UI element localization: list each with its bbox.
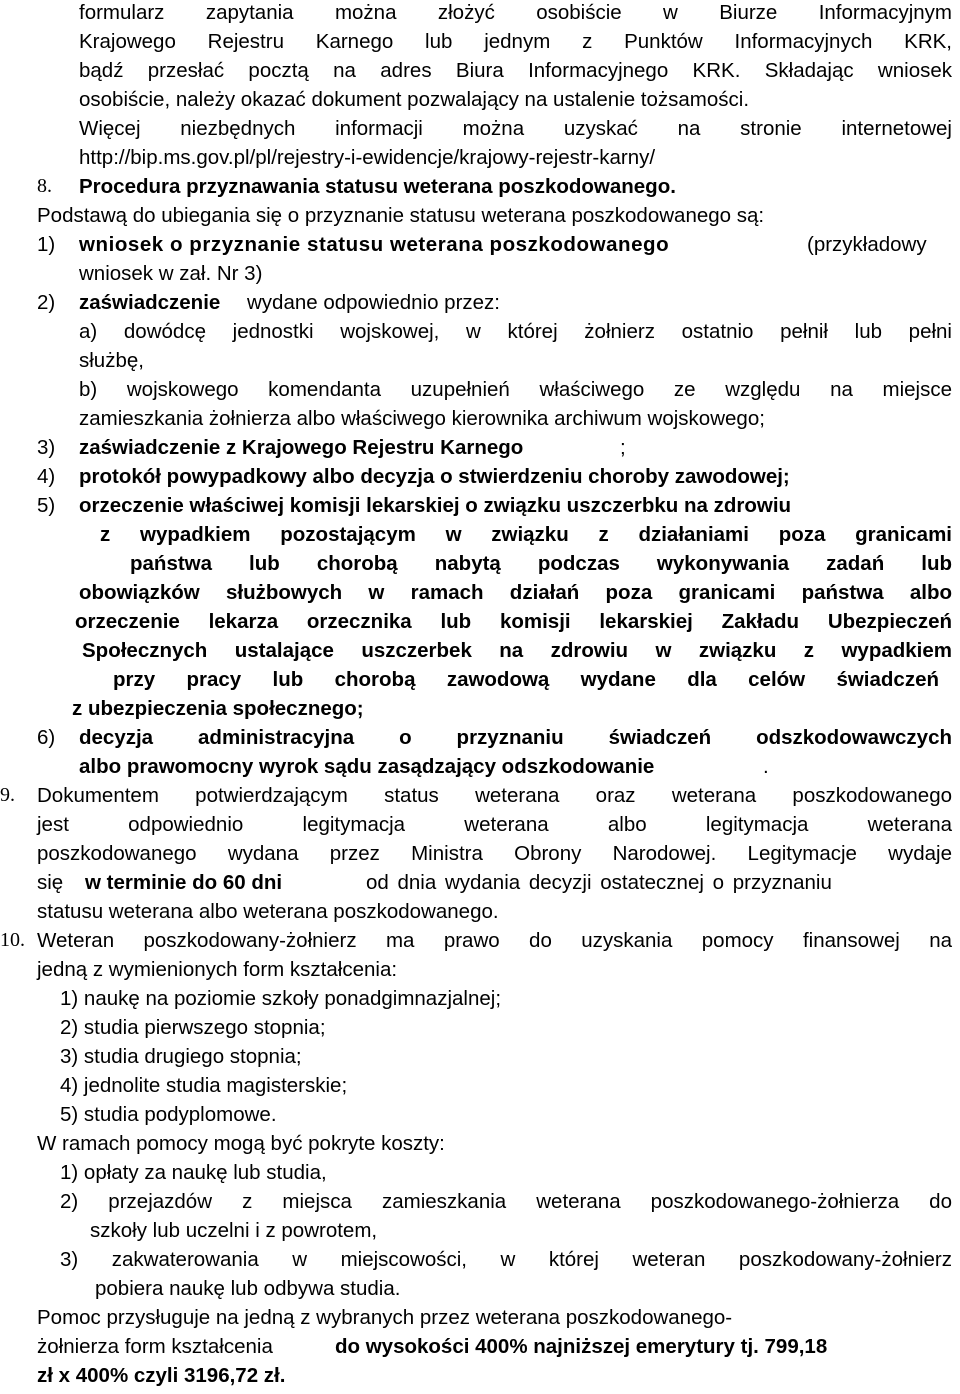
- text-line: W ramach pomocy mogą być pokryte koszty:: [37, 1132, 445, 1155]
- text-line: ;: [620, 436, 626, 459]
- text-line: osobiście, należy okazać dokument pozwalający na ustalenie tożsamości.: [79, 88, 750, 111]
- text-line: służbę,: [79, 349, 144, 372]
- list-item: 5) studia podyplomowe.: [60, 1103, 277, 1126]
- list-number: 3): [37, 436, 56, 459]
- list-item: 4) jednolite studia magisterskie;: [60, 1074, 348, 1097]
- list-item: 1) naukę na poziomie szkoły ponadgimnazjalnej;: [60, 987, 502, 1010]
- list-number: 4): [37, 465, 56, 488]
- list-item: pobiera naukę lub odbywa studia.: [95, 1277, 401, 1300]
- list-item: 2) przejazdów z miejsca zamieszkania weterana poszkodowanego-żołnierza do: [60, 1190, 952, 1213]
- text-line: jest odpowiednio legitymacja weterana albo legitymacja weterana: [37, 813, 952, 836]
- text-line: Krajowego Rejestru Karnego lub jednym z Punktów Informacyjnych KRK,: [79, 30, 952, 53]
- text-line: b) wojskowego komendanta uzupełnień właściwego ze względu na miejsce: [79, 378, 952, 401]
- list-item-bold: zaświadczenie z Krajowego Rejestru Karnego: [79, 436, 524, 459]
- text-line: się: [37, 871, 64, 894]
- list-item-bold: z wypadkiem pozostającym w związku z działaniami poza granicami: [100, 523, 952, 546]
- list-item-bold: orzeczenie lekarza orzecznika lub komisji lekarskiej Zakładu Ubezpieczeń: [75, 610, 952, 633]
- list-item-bold: obowiązków służbowych w ramach działań poza granicami państwa albo: [79, 581, 952, 604]
- list-item: szkoły lub uczelni i z powrotem,: [90, 1219, 378, 1242]
- list-item-bold: wniosek o przyznanie statusu weterana poszkodowanego: [79, 233, 670, 256]
- text-line: wniosek w zał. Nr 3): [79, 262, 263, 285]
- text-line: (przykładowy: [807, 233, 927, 256]
- url-text: http://bip.ms.gov.pl/pl/rejestry-i-ewidencje/krajowy-rejestr-karny/: [79, 146, 656, 169]
- text-line: Pomoc przysługuje na jedną z wybranych przez weterana poszkodowanego-: [37, 1306, 733, 1329]
- text-line: formularz zapytania można złożyć osobiście w Biurze Informacyjnym: [79, 1, 952, 24]
- text-line: zamieszkania żołnierza albo właściwego kierownika archiwum wojskowego;: [79, 407, 765, 430]
- text-line: Dokumentem potwierdzającym status weterana oraz weterana poszkodowanego: [37, 784, 952, 807]
- text-line: bądź przesłać pocztą na adres Biura Informacyjnego KRK. Składając wniosek: [79, 59, 952, 82]
- list-item: 3) zakwaterowania w miejscowości, w której weteran poszkodowany-żołnierz: [60, 1248, 952, 1271]
- text-line: wydane odpowiednio przez:: [247, 291, 500, 314]
- list-item-bold: przy pracy lub chorobą zawodową wydane dla celów świadczeń: [113, 668, 939, 691]
- list-number: 1): [37, 233, 56, 256]
- text-line: jedną z wymienionych form kształcenia:: [37, 958, 398, 981]
- text-line: statusu weterana albo weterana poszkodowanego.: [37, 900, 499, 923]
- section-heading: Procedura przyznawania statusu weterana poszkodowanego.: [79, 175, 676, 198]
- list-item-bold: decyzja administracyjna o przyznaniu świadczeń odszkodowawczych: [79, 726, 952, 749]
- list-item-bold: Społecznych ustalające uszczerbek na zdrowiu w związku z wypadkiem: [82, 639, 952, 662]
- text-line: Więcej niezbędnych informacji można uzyskać na stronie internetowej: [79, 117, 952, 140]
- list-item: 3) studia drugiego stopnia;: [60, 1045, 302, 1068]
- list-item-bold: państwa lub chorobą nabytą podczas wykonywania zadań lub: [130, 552, 952, 575]
- text-line: poszkodowanego wydana przez Ministra Obrony Narodowej. Legitymacje wydaje: [37, 842, 952, 865]
- list-number: 5): [37, 494, 56, 517]
- amount-bold: do wysokości 400% najniższej emerytury tj. 799,18: [335, 1335, 828, 1358]
- text-line: Podstawą do ubiegania się o przyznanie statusu weterana poszkodowanego są:: [37, 204, 765, 227]
- text-line: Weteran poszkodowany-żołnierz ma prawo do uzyskania pomocy finansowej na: [37, 929, 952, 952]
- section-number: 9.: [0, 784, 15, 806]
- list-item-bold: z ubezpieczenia społecznego;: [72, 697, 364, 720]
- deadline-bold: w terminie do 60 dni: [85, 871, 283, 894]
- text-line: żołnierza form kształcenia: [37, 1335, 273, 1358]
- text-line: a) dowódcę jednostki wojskowej, w której żołnierz ostatnio pełnił lub pełni: [79, 320, 952, 343]
- list-number: 6): [37, 726, 56, 749]
- list-item-bold: zaświadczenie: [79, 291, 221, 314]
- section-number: 8.: [37, 175, 52, 197]
- list-item-bold: protokół powypadkowy albo decyzja o stwierdzeniu choroby zawodowej;: [79, 465, 790, 488]
- list-item-bold: albo prawomocny wyrok sądu zasądzający odszkodowanie: [79, 755, 655, 778]
- list-item: 1) opłaty za naukę lub studia,: [60, 1161, 327, 1184]
- list-item-bold: orzeczenie właściwej komisji lekarskiej o związku uszczerbku na zdrowiu: [79, 494, 792, 517]
- list-item: 2) studia pierwszego stopnia;: [60, 1016, 326, 1039]
- list-number: 2): [37, 291, 56, 314]
- amount-bold: zł x 400% czyli 3196,72 zł.: [37, 1364, 286, 1387]
- section-number: 10.: [0, 929, 25, 951]
- text-line: .: [763, 755, 769, 778]
- text-line: od dnia wydania decyzji ostatecznej o przyznaniu: [366, 871, 832, 894]
